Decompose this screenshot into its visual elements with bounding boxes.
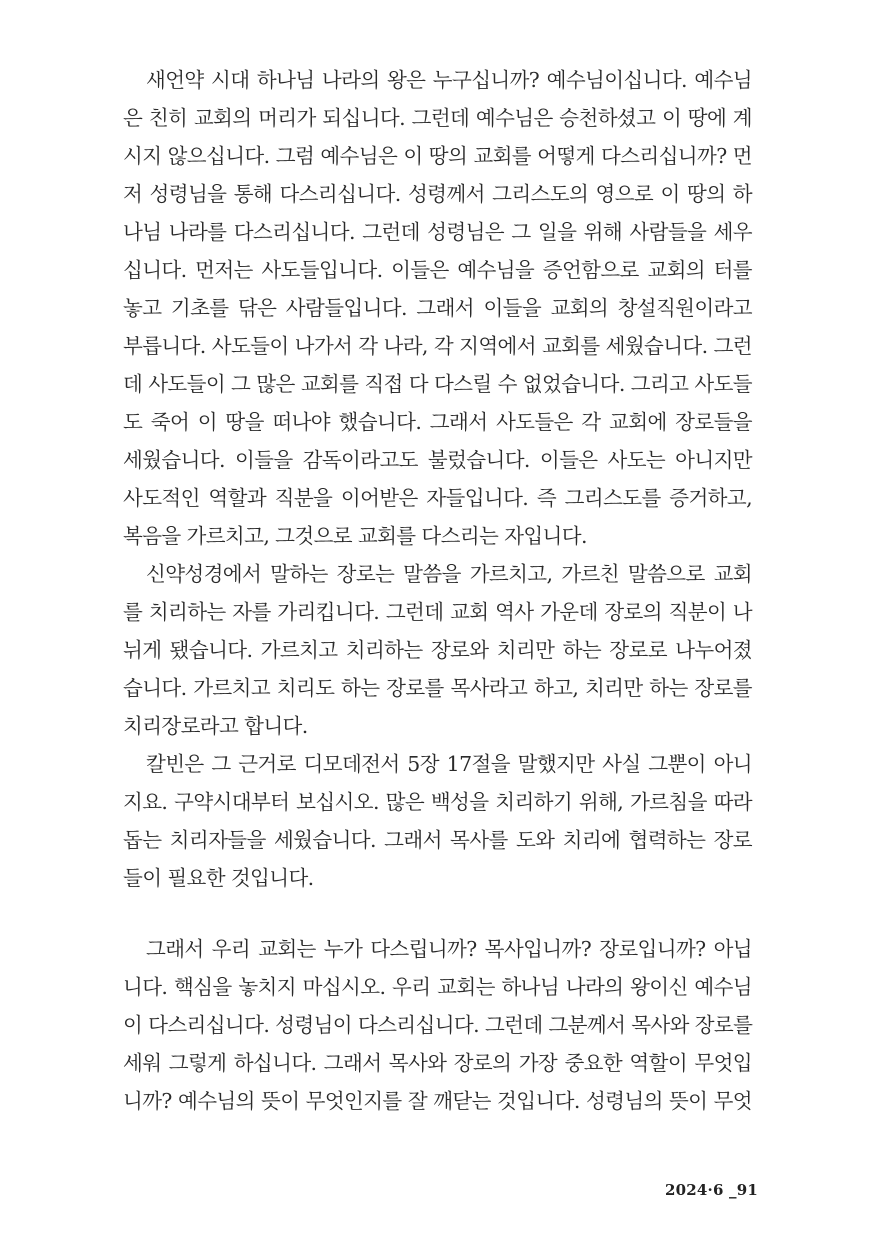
paragraph-3-line: 칼빈은 그 근거로 디모데전서 5장 17절을 말했지만 사실 그뿐이 아니: [146, 752, 752, 776]
paragraph-4-line: 이 다스리십니다. 성령님이 다스리십니다. 그런데 그분께서 목사와 장로를: [123, 1013, 753, 1037]
paragraph-2-line: 를 치리하는 자를 가리킵니다. 그런데 교회 역사 가운데 장로의 직분이 나: [123, 600, 752, 624]
paragraph-1-line: 데 사도들이 그 많은 교회를 직접 다 다스릴 수 없었습니다. 그리고 사도들: [123, 372, 752, 396]
paragraph-1-line: 사도적인 역할과 직분을 이어받은 자들입니다. 즉 그리스도를 증거하고,: [123, 486, 752, 510]
paragraph-1-line: 도 죽어 이 땅을 떠나야 했습니다. 그래서 사도들은 각 교회에 장로들을: [123, 410, 752, 434]
page-number: 2024·6 _91: [665, 1181, 759, 1199]
paragraph-3-line: 지요. 구약시대부터 보십시오. 많은 백성을 치리하기 위해, 가르침을 따라: [123, 790, 752, 814]
paragraph-1-line: 부릅니다. 사도들이 나가서 각 나라, 각 지역에서 교회를 세웠습니다. 그런: [123, 334, 752, 358]
paragraph-1-line: 새언약 시대 하나님 나라의 왕은 누구십니까? 예수님이십니다. 예수님: [146, 68, 752, 92]
paragraph-2-line: 신약성경에서 말하는 장로는 말씀을 가르치고, 가르친 말씀으로 교회: [146, 562, 752, 586]
paragraph-2-line: 치리장로라고 합니다.: [123, 714, 308, 738]
paragraph-1-line: 복음을 가르치고, 그것으로 교회를 다스리는 자입니다.: [123, 524, 587, 548]
paragraph-4-line: 니까? 예수님의 뜻이 무엇인지를 잘 깨닫는 것입니다. 성령님의 뜻이 무엇: [123, 1089, 752, 1113]
paragraph-3-line: 돕는 치리자들을 세웠습니다. 그래서 목사를 도와 치리에 협력하는 장로: [123, 828, 752, 852]
paragraph-4-line: 니다. 핵심을 놓치지 마십시오. 우리 교회는 하나님 나라의 왕이신 예수님: [123, 975, 752, 999]
paragraph-1-line: 저 성령님을 통해 다스리십니다. 성령께서 그리스도의 영으로 이 땅의 하: [123, 182, 752, 206]
paragraph-4-line: 세워 그렇게 하십니다. 그래서 목사와 장로의 가장 중요한 역할이 무엇입: [123, 1051, 752, 1075]
paragraph-1-line: 나님 나라를 다스리십니다. 그런데 성령님은 그 일을 위해 사람들을 세우: [123, 220, 752, 244]
paragraph-1-line: 세웠습니다. 이들을 감독이라고도 불렀습니다. 이들은 사도는 아니지만: [123, 448, 752, 472]
paragraph-1-line: 은 친히 교회의 머리가 되십니다. 그런데 예수님은 승천하셨고 이 땅에 계: [123, 106, 752, 130]
paragraph-3-line: 들이 필요한 것입니다.: [123, 866, 314, 890]
paragraph-2-line: 뉘게 됐습니다. 가르치고 치리하는 장로와 치리만 하는 장로로 나누어졌: [123, 638, 752, 662]
paragraph-1-line: 놓고 기초를 닦은 사람들입니다. 그래서 이들을 교회의 창설직원이라고: [123, 296, 752, 320]
paragraph-1-line: 십니다. 먼저는 사도들입니다. 이들은 예수님을 증언함으로 교회의 터를: [123, 258, 752, 282]
paragraph-4-line: 그래서 우리 교회는 누가 다스립니까? 목사입니까? 장로입니까? 아닙: [146, 937, 752, 961]
paragraph-2-line: 습니다. 가르치고 치리도 하는 장로를 목사라고 하고, 치리만 하는 장로를: [123, 676, 752, 700]
paragraph-1-line: 시지 않으십니다. 그럼 예수님은 이 땅의 교회를 어떻게 다스리십니까? 먼: [123, 144, 752, 168]
